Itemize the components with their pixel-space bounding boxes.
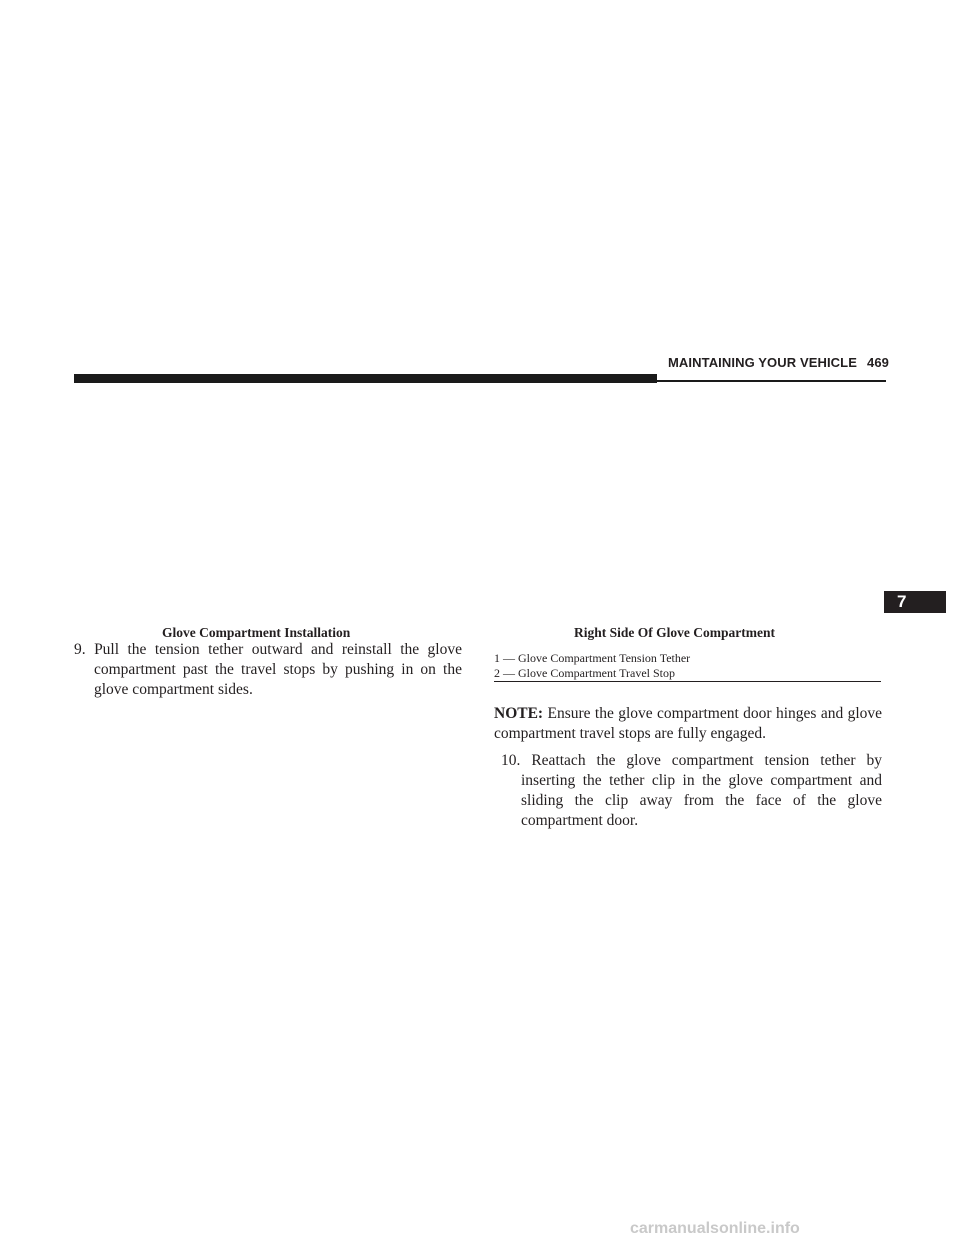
step-10 <box>494 751 882 831</box>
step-9-number: 9. <box>74 641 86 658</box>
running-header <box>668 355 889 370</box>
header-rule-thick <box>74 374 657 383</box>
step-10-number: 10. <box>501 752 521 769</box>
legend-item-2: 2 — Glove Compartment Travel Stop <box>494 666 675 680</box>
figure-caption-installation: Glove Compartment Installation <box>162 625 351 640</box>
figure-caption-right-side: Right Side Of Glove Compartment <box>574 625 775 640</box>
step-10-text: Reattach the glove compartment tension tether by inserting the tether clip in the glove compartment and sliding the clip away from the face of the glove compartment door. <box>521 752 883 829</box>
legend-divider <box>494 681 881 682</box>
chapter-tab: 7 <box>884 591 946 613</box>
step-9 <box>74 640 462 700</box>
note-text: Ensure the glove compartment door hinges and glove compartment travel stops are fully engaged. <box>494 705 883 742</box>
legend-item-1: 1 — Glove Compartment Tension Tether <box>494 651 691 665</box>
step-9-text: Pull the tension tether outward and reinstall the glove compartment past the travel stops by pushing in on the glove compartment sides. <box>94 641 462 698</box>
section-title: MAINTAINING YOUR VEHICLE <box>668 355 857 370</box>
note-label: NOTE: <box>494 705 544 722</box>
header-rule-thin <box>657 380 886 382</box>
note-paragraph <box>494 704 882 744</box>
site-watermark: carmanualsonline.info <box>630 1220 800 1237</box>
page-number: 469 <box>866 355 889 370</box>
